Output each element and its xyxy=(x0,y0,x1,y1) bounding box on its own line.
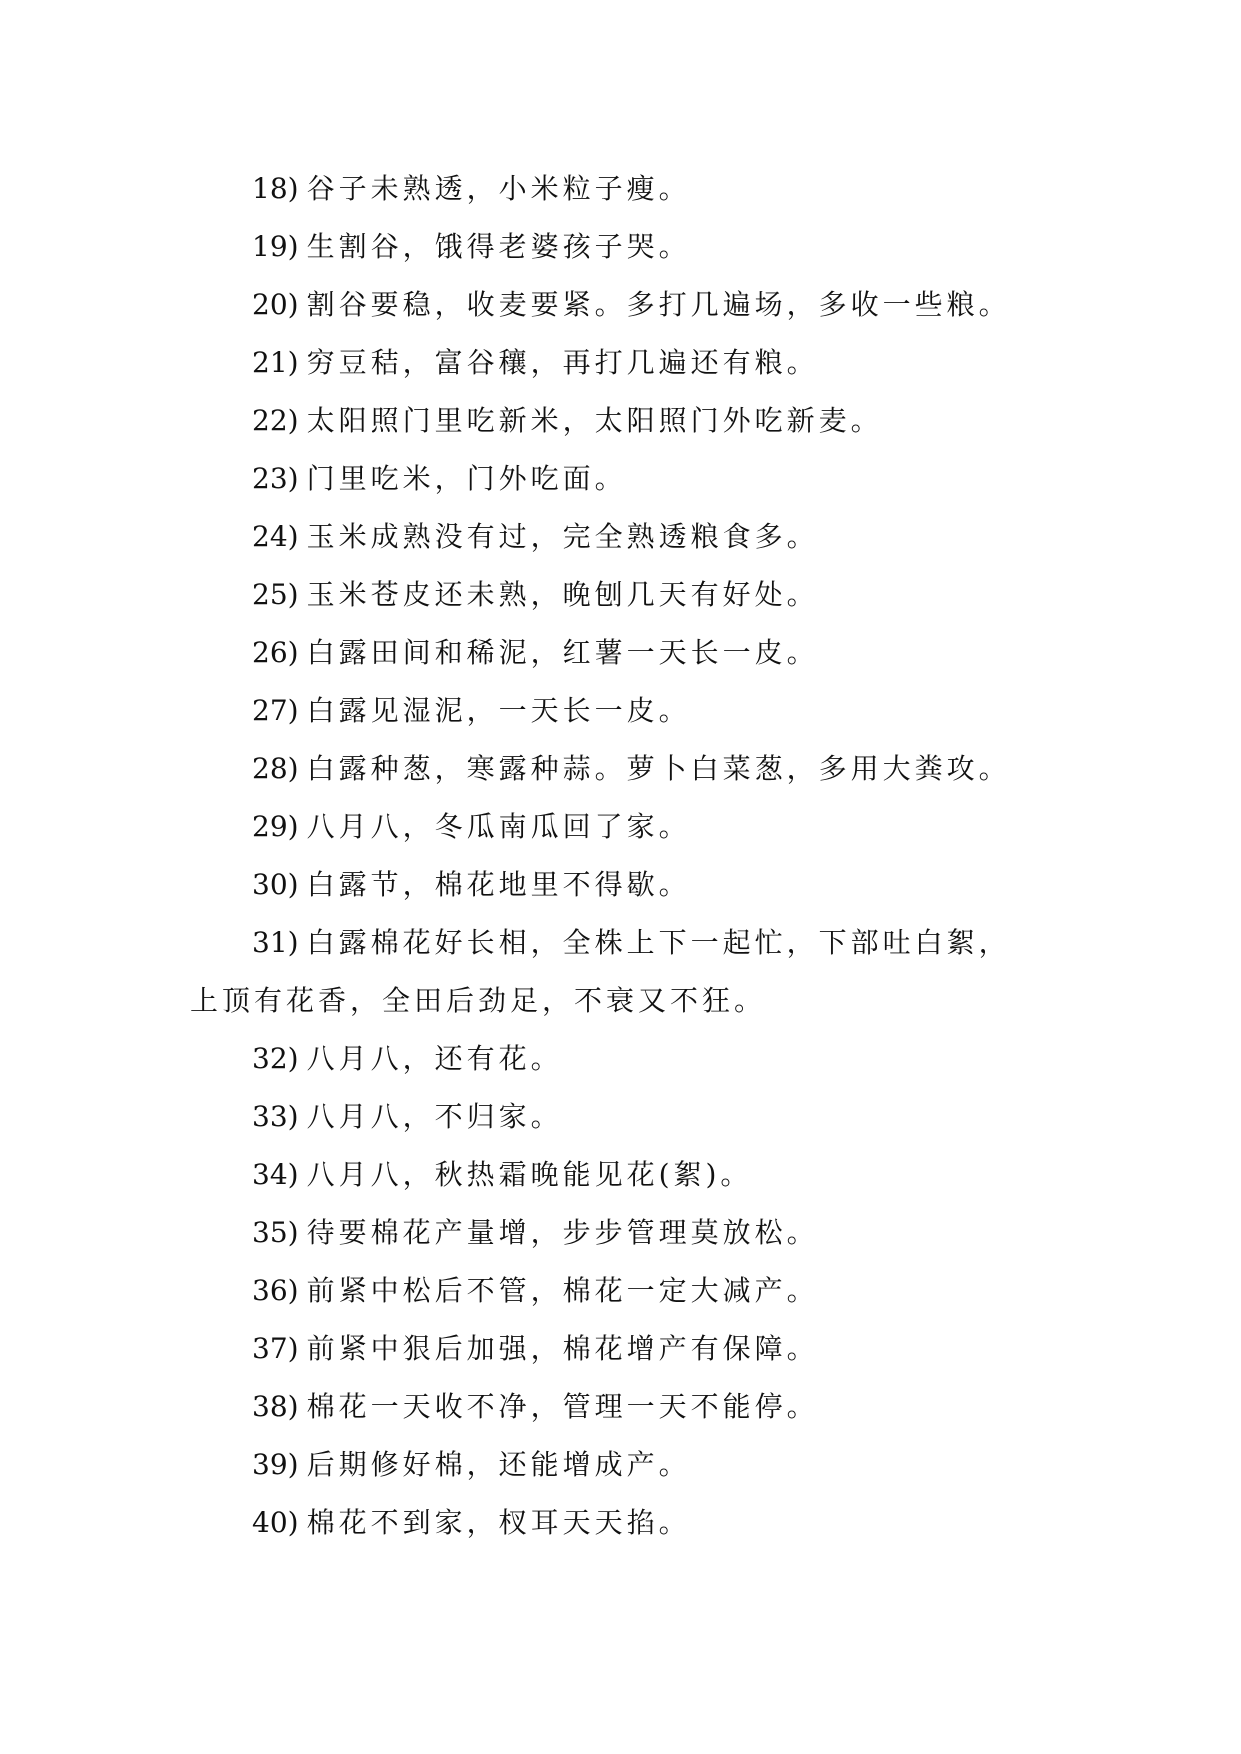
list-item xyxy=(190,218,1090,276)
item-number: 18) xyxy=(252,172,299,205)
list-item xyxy=(190,276,1090,334)
list-item xyxy=(190,1088,1090,1146)
list-item xyxy=(190,508,1090,566)
list-item xyxy=(190,334,1090,392)
item-text: 棉花一天收不净，管理一天不能停。 xyxy=(306,1390,819,1423)
list-item xyxy=(190,740,1090,798)
list-item xyxy=(190,450,1090,508)
item-text: 八月八，冬瓜南瓜回了家。 xyxy=(306,810,691,843)
list-item xyxy=(190,160,1090,218)
item-text: 棉花不到家，杈耳天天掐。 xyxy=(306,1506,691,1539)
item-number: 22) xyxy=(252,404,299,437)
item-number: 37) xyxy=(252,1332,299,1365)
item-text: 割谷要稳，收麦要紧。多打几遍场，多收一些粮。 xyxy=(306,288,1011,321)
item-text: 白露田间和稀泥，红薯一天长一皮。 xyxy=(306,636,819,669)
list-item xyxy=(190,624,1090,682)
item-number: 28) xyxy=(252,752,299,785)
list-item xyxy=(190,798,1090,856)
item-number: 29) xyxy=(252,810,299,843)
list-item-continuation xyxy=(190,972,1090,1030)
list-item xyxy=(190,1146,1090,1204)
list-item xyxy=(190,566,1090,624)
item-text: 玉米苍皮还未熟，晚刨几天有好处。 xyxy=(306,578,819,611)
item-number: 20) xyxy=(252,288,299,321)
item-text: 白露见湿泥，一天长一皮。 xyxy=(306,694,691,727)
item-number: 40) xyxy=(252,1506,299,1539)
item-text: 前紧中狠后加强，棉花增产有保障。 xyxy=(306,1332,819,1365)
item-number: 33) xyxy=(252,1100,299,1133)
item-number: 38) xyxy=(252,1390,299,1423)
item-text: 八月八，不归家。 xyxy=(306,1100,563,1133)
item-text: 后期修好棉，还能增成产。 xyxy=(306,1448,691,1481)
list-item xyxy=(190,1204,1090,1262)
item-text: 白露棉花好长相，全株上下一起忙，下部吐白絮， xyxy=(306,926,1011,959)
item-number: 31) xyxy=(252,926,299,959)
list-item xyxy=(190,1320,1090,1378)
item-text: 门里吃米，门外吃面。 xyxy=(306,462,627,495)
item-number: 23) xyxy=(252,462,299,495)
item-text: 前紧中松后不管，棉花一定大减产。 xyxy=(306,1274,819,1307)
list-item xyxy=(190,1030,1090,1088)
list-item xyxy=(190,682,1090,740)
item-number: 19) xyxy=(252,230,299,263)
item-number: 34) xyxy=(252,1158,299,1191)
list-item xyxy=(190,856,1090,914)
item-text: 八月八，秋热霜晚能见花(絮)。 xyxy=(306,1158,753,1191)
item-number: 25) xyxy=(252,578,299,611)
item-text: 八月八，还有花。 xyxy=(306,1042,563,1075)
item-number: 21) xyxy=(252,346,299,379)
list-item xyxy=(190,392,1090,450)
item-text: 太阳照门里吃新米，太阳照门外吃新麦。 xyxy=(306,404,883,437)
list-item xyxy=(190,1436,1090,1494)
list-item xyxy=(190,1262,1090,1320)
item-number: 26) xyxy=(252,636,299,669)
list-item xyxy=(190,1378,1090,1436)
item-number: 36) xyxy=(252,1274,299,1307)
item-text: 白露种葱，寒露种蒜。萝卜白菜葱，多用大粪攻。 xyxy=(306,752,1011,785)
item-number: 24) xyxy=(252,520,299,553)
item-text: 玉米成熟没有过，完全熟透粮食多。 xyxy=(306,520,819,553)
item-number: 32) xyxy=(252,1042,299,1075)
item-number: 27) xyxy=(252,694,299,727)
list-item xyxy=(190,914,1090,972)
item-number: 39) xyxy=(252,1448,299,1481)
item-text: 待要棉花产量增，步步管理莫放松。 xyxy=(306,1216,819,1249)
item-text: 白露节，棉花地里不得歇。 xyxy=(306,868,691,901)
item-number: 35) xyxy=(252,1216,299,1249)
item-text-continuation: 上顶有花香，全田后劲足，不衰又不狂。 xyxy=(190,984,767,1017)
item-text: 穷豆秸，富谷穰，再打几遍还有粮。 xyxy=(306,346,819,379)
item-number: 30) xyxy=(252,868,299,901)
proverb-list xyxy=(190,160,1090,1552)
item-text: 谷子未熟透，小米粒子瘦。 xyxy=(306,172,691,205)
item-text: 生割谷，饿得老婆孩子哭。 xyxy=(306,230,691,263)
list-item xyxy=(190,1494,1090,1552)
